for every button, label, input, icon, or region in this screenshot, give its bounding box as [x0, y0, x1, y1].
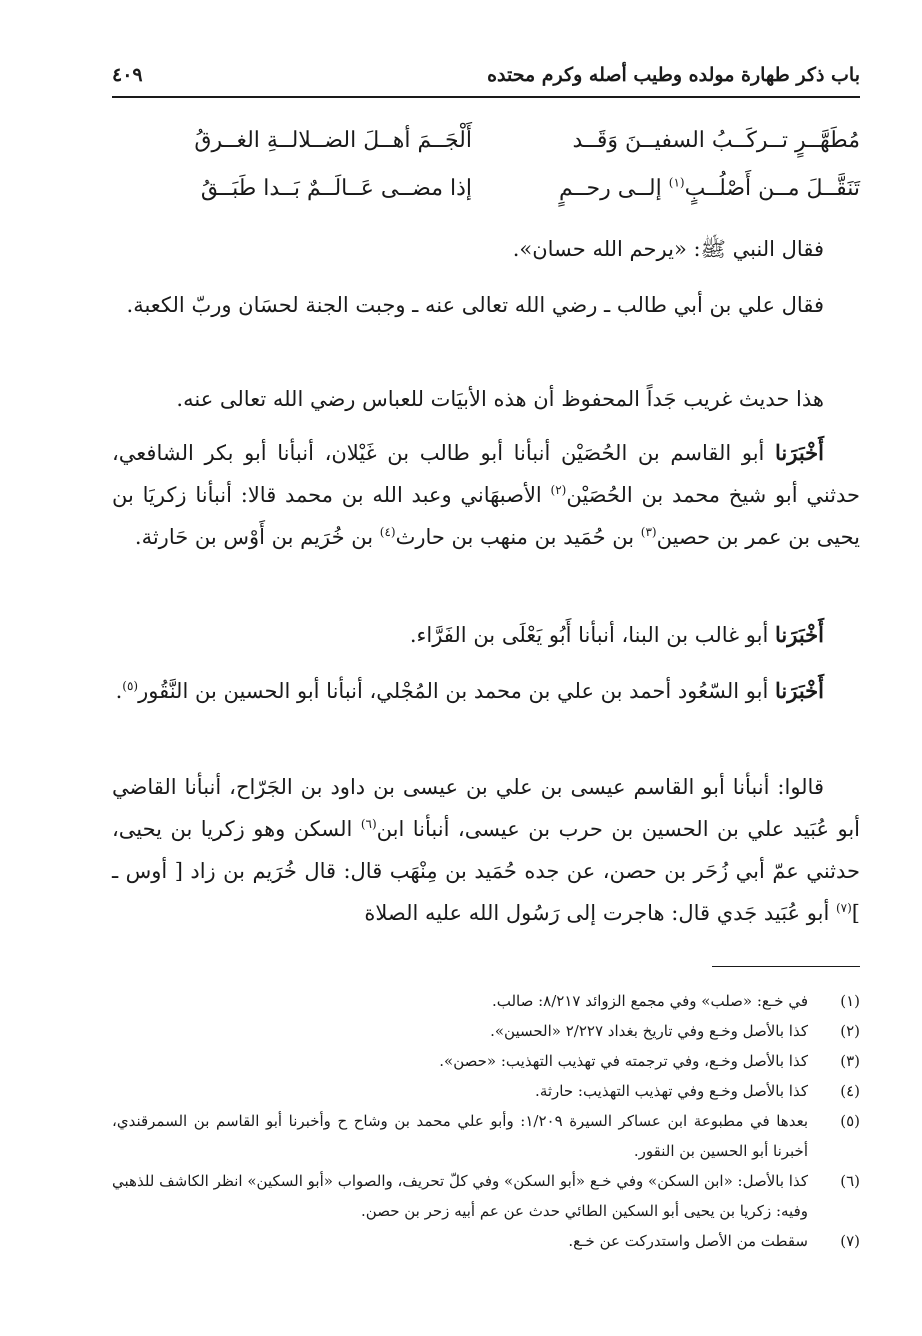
verse-text: إلــى رحــمٍ	[558, 176, 669, 201]
footnote-item	[112, 1046, 860, 1076]
paragraph-text: أبو عُبَيد جَدي قال: هاجرت إلى رَسُول الله عليه الصلاة	[364, 901, 836, 925]
footnote-number: (٥)	[840, 1112, 860, 1130]
akhbarana-lead: أَخْبَرَنا	[775, 678, 824, 703]
verse-hemistich-first	[500, 176, 860, 201]
footnote-ref: (٧)	[835, 901, 852, 915]
paragraph-text: أبو القاسم بن الحُصَيْن أنبأنا أبو طالب بن غَيْلان، أنبأنا أبو بكر الشافعي، حدثني أبو شيخ محمد بن الحُصَيْن	[112, 441, 861, 507]
footnote-text: بعدها في مطبوعة ابن عساكر السيرة ١/٢٠٩: وأبو علي محمد بن وشاح ح وأخبرنا أبو القاسم بن السمرقندي، أخبرنا أبو الحسين بن النقور.	[112, 1112, 808, 1160]
akhbarana-lead: أَخْبَرَنا	[775, 440, 824, 465]
footnote-ref: (٤)	[379, 525, 396, 539]
paragraph-ali-saying	[112, 284, 860, 326]
paragraph-text: بن خُرَيم بن أَوْس بن حَارثة.	[134, 525, 380, 549]
paragraph-isnad-4	[112, 766, 860, 934]
footnote-text: كذا بالأصل وخـع، وفي ترجمته في تهذيب التهذيب: «حصن».	[439, 1052, 808, 1070]
footnote-number: (٣)	[840, 1052, 860, 1070]
footnote-number: (٢)	[840, 1022, 860, 1040]
footnote-ref: (٦)	[360, 817, 377, 831]
paragraph-text: السكن وهو زكريا بن يحيى، حدثني عمّ أبي زُحَر بن حصن، عن جده حُمَيد بن مِنْهَب قال: قال خُرَيم بن زاد [ أوس ـ ]	[112, 817, 860, 925]
paragraph-isnad-1	[112, 432, 860, 558]
paragraph-text: فقال علي بن أبي طالب ـ رضي الله تعالى عنه ـ وجبت الجنة لحسَان وربّ الكعبة.	[126, 293, 824, 317]
paragraph-isnad-3	[112, 670, 860, 712]
chapter-title: باب ذكر طهارة مولده وطيب أصله وكرم محتده	[487, 64, 860, 86]
header-rule	[112, 96, 860, 98]
paragraph-text: أبو السّعُود أحمد بن علي بن محمد بن المُجْلي، أنبأنا أبو الحسين بن النَّقُور	[138, 679, 776, 703]
footnote-ref: (٥)	[122, 679, 139, 693]
footnote-ref: (٢)	[550, 483, 567, 497]
footnote-rule	[712, 966, 860, 967]
footnote-text: كذا بالأصل وخـع وفي تهذيب التهذيب: حارثة.	[535, 1082, 808, 1100]
footnote-item	[112, 986, 860, 1016]
paragraph-prophet-saying	[112, 228, 860, 270]
paragraph-isnad-2	[112, 614, 860, 656]
footnote-item	[112, 1016, 860, 1046]
page-number: ٤٠٩	[112, 64, 143, 86]
verse-hemistich-second: أَلْجَــمَ أهــلَ الضــلالــةِ الغــرقُ	[194, 128, 472, 153]
paragraph-comment	[112, 378, 860, 420]
footnote-text: في خـع: «صلب» وفي مجمع الزوائد ٨/٢١٧: صالب.	[491, 992, 808, 1010]
footnote-item	[112, 1106, 860, 1166]
footnote-ref: (١)	[668, 175, 685, 190]
verse-line-1	[112, 128, 860, 168]
footnote-item	[112, 1226, 860, 1256]
paragraph-text: بن حُمَيد بن منهب بن حارث	[395, 525, 641, 549]
running-header	[112, 62, 860, 96]
paragraph-text: .	[115, 679, 123, 703]
paragraph-text: الأصبهَاني وعبد الله بن محمد قالا: أنبأنا زكريَا بن يحيى بن عمر بن حصين	[112, 483, 860, 549]
paragraph-text: قالوا: أنبأنا أبو القاسم عيسى بن علي بن عيسى بن داود بن الجَرّاح، أنبأنا القاضي أبو عُبَيد علي بن الحسين بن حرب بن عيسى، أنبأنا ابن	[112, 775, 861, 841]
footnote-number: (٤)	[840, 1082, 860, 1100]
paragraph-text: أبو غالب بن البنا، أنبأنا أَبُو يَعْلَى بن الفَرَّاء.	[409, 623, 776, 647]
footnotes	[112, 986, 860, 1256]
footnote-ref: (٣)	[640, 525, 657, 539]
verse-hemistich-second: إذا مضــى عَــالَــمٌ بَــدا طَبَــقُ	[200, 176, 472, 201]
verse-text: تَنَقَّــلَ مــن أَصْلُــبٍ	[684, 176, 860, 201]
akhbarana-lead: أَخْبَرَنا	[775, 622, 824, 647]
footnote-text: سقطت من الأصل واستدركت عن خـع.	[568, 1232, 808, 1250]
verse-line-2	[112, 176, 860, 216]
footnote-item	[112, 1076, 860, 1106]
footnote-number: (٦)	[840, 1172, 860, 1190]
footnote-item	[112, 1166, 860, 1226]
footnote-text: كذا بالأصل وخـع وفي تاريخ بغداد ٢/٢٢٧ «الحسين».	[490, 1022, 808, 1040]
footnote-number: (٧)	[840, 1232, 860, 1250]
footnote-text: كذا بالأصل: «ابن السكن» وفي خـع «أبو السكن» وفي كلّ تحريف، والصواب «أبو السكين» انظر الكاشف للذهبي وفيه: زكريا بن يحيى أبو السكين الطائي حدث عن عم أبيه زحر بن حصن.	[112, 1172, 808, 1220]
paragraph-text: هذا حديث غريب جَداً المحفوظ أن هذه الأبيَات للعباس رضي الله تعالى عنه.	[176, 387, 824, 411]
footnote-number: (١)	[840, 992, 860, 1010]
paragraph-text: فقال النبي ﷺ: «يرحم الله حسان».	[512, 237, 824, 261]
verse-hemistich-first: مُطَهَّــرٍ تــركَــبُ السفيــنَ وَقَــد	[572, 128, 860, 153]
